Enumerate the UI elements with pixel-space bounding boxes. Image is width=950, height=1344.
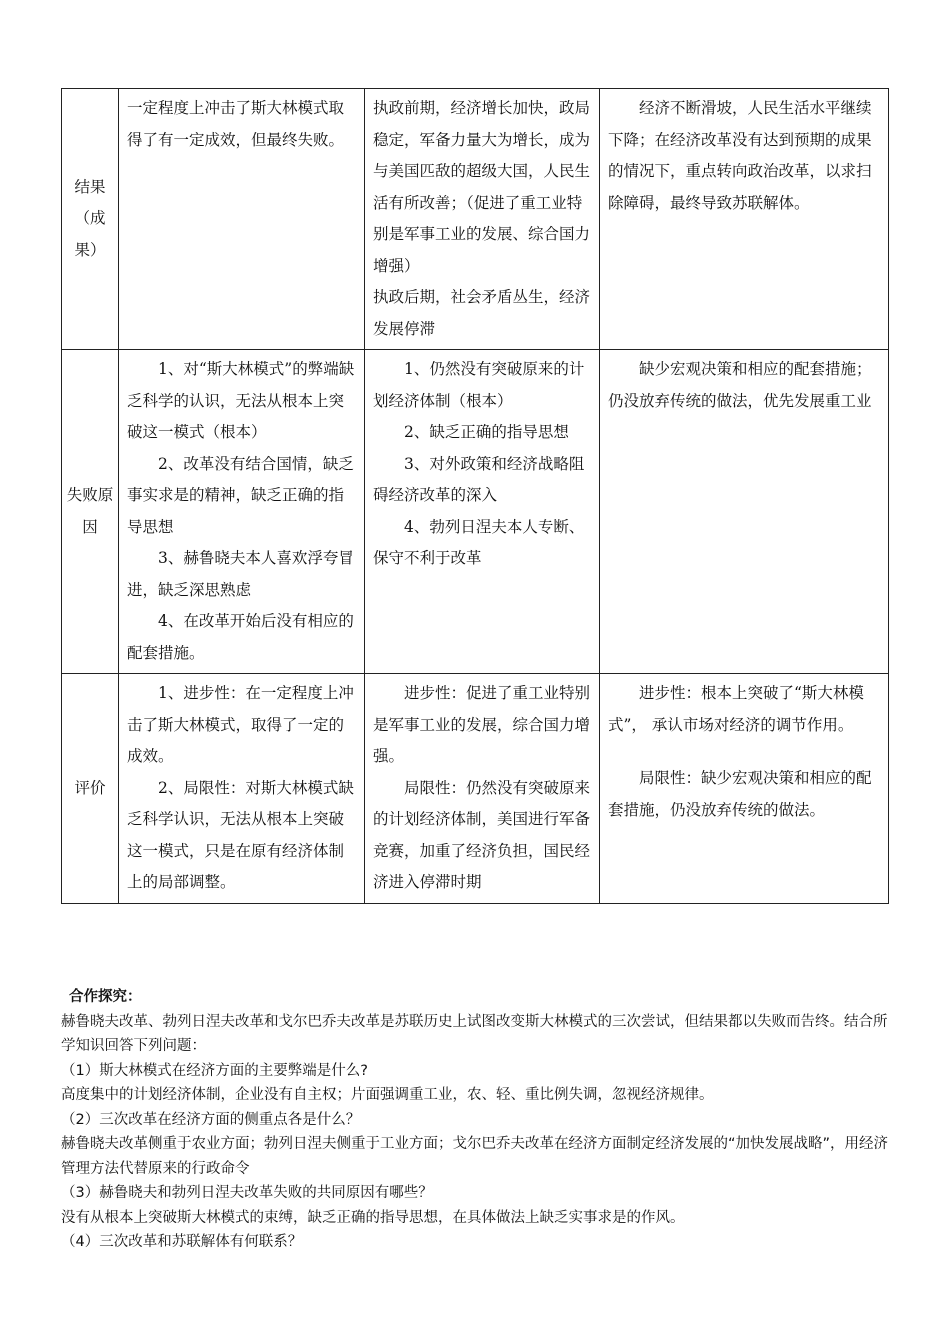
question-4: （4）三次改革和苏联解体有何联系？	[61, 1234, 303, 1250]
cooperative-inquiry-section	[61, 985, 891, 1255]
cell-gorbachev-results	[600, 89, 889, 350]
cell-khrushchev-evaluation	[119, 674, 365, 904]
cell-brezhnev-results	[365, 89, 600, 350]
cell-text: 执政前期，经济增长加快，政局稳定，军备力量大为增长，成为与美国匹敌的超级大国，人民生活有所改善；（促进了重工业特别是军事工业的发展、综合国力增强）	[373, 99, 591, 275]
cell-text: 2、缺乏正确的指导思想	[404, 423, 569, 441]
cell-text: 4、在改革开始后没有相应的配套措施。	[127, 612, 354, 662]
cell-text: 4、勃列日涅夫本人专断、保守不利于改革	[373, 517, 585, 567]
cell-gorbachev-reasons	[600, 350, 889, 674]
section-title: 合作探究：	[69, 989, 142, 1005]
spacer	[608, 741, 880, 763]
cell-text: 3、赫鲁晓夫本人喜欢浮夸冒进，缺乏深思熟虑	[127, 549, 354, 599]
row-label-evaluation: 评价	[62, 674, 119, 904]
table-row-evaluation	[62, 674, 889, 904]
answer-3: 没有从根本上突破斯大林模式的束缚，缺乏正确的指导思想，在具体做法上缺乏实事求是的作风。	[61, 1209, 685, 1226]
cell-khrushchev-results	[119, 89, 365, 350]
table-row-failure-reasons	[62, 350, 889, 674]
answer-2: 赫鲁晓夫改革侧重于农业方面；勃列日涅夫侧重于工业方面；戈尔巴乔夫改革在经济方面制定经济发展的“加快发展战略”，用经济管理方法代替原来的行政命令	[61, 1136, 889, 1177]
cell-text: 经济不断滑坡，人民生活水平继续下降；在经济改革没有达到预期的成果的情况下，重点转向政治改革，以求扫除障碍，最终导致苏联解体。	[608, 99, 872, 212]
cell-text: 1、仍然没有突破原来的计划经济体制（根本）	[373, 360, 585, 410]
question-1: （1）斯大林模式在经济方面的主要弊端是什么?	[61, 1062, 368, 1079]
answer-1: 高度集中的计划经济体制，企业没有自主权；片面强调重工业，农、轻、重比例失调，忽视经济规律。	[61, 1087, 714, 1103]
cell-text: 缺少宏观决策和相应的配套措施；仍没放弃传统的做法，优先发展重工业	[608, 360, 872, 410]
question-3: （3）赫鲁晓夫和勃列日涅夫改革失败的共同原因有哪些？	[61, 1185, 433, 1201]
table-row-results	[62, 89, 889, 350]
cell-text: 2、改革没有结合国情，缺乏事实求是的精神，缺乏正确的指导思想	[127, 454, 354, 536]
cell-text: 1、对“斯大林模式”的弊端缺乏科学的认识，无法从根本上突破这一模式（根本）	[127, 360, 355, 441]
cell-text: 进步性：促进了重工业特别是军事工业的发展，综合国力增强。	[373, 684, 591, 765]
cell-text: 1、进步性：在一定程度上冲击了斯大林模式，取得了一定的成效。	[127, 684, 354, 765]
cell-text: 局限性：缺少宏观决策和相应的配套措施，仍没放弃传统的做法。	[608, 769, 872, 819]
section-intro: 赫鲁晓夫改革、勃列日涅夫改革和戈尔巴乔夫改革是苏联历史上试图改变斯大林模式的三次尝试，但结果都以失败而告终。结合所学知识回答下列问题：	[61, 1013, 888, 1054]
cell-text: 局限性：仍然没有突破原来的计划经济体制，美国进行军备竞赛，加重了经济负担，国民经济进入停滞时期	[373, 778, 591, 891]
question-2: （2）三次改革在经济方面的侧重点各是什么？	[61, 1111, 361, 1128]
row-label-failure-reasons: 失败原因	[62, 350, 119, 674]
cell-brezhnev-evaluation	[365, 674, 600, 904]
cell-text: 进步性：根本上突破了“斯大林模式”， 承认市场对经济的调节作用。	[608, 684, 864, 734]
row-label-results: 结果（成果）	[62, 89, 119, 350]
cell-khrushchev-reasons	[119, 350, 365, 674]
cell-text: 执政后期，社会矛盾丛生，经济发展停滞	[373, 288, 591, 338]
cell-text: 3、对外政策和经济战略阻碍经济改革的深入	[373, 454, 585, 504]
cell-text: 一定程度上冲击了斯大林模式取得了有一定成效，但最终失败。	[127, 99, 345, 149]
comparison-table	[61, 88, 889, 904]
cell-brezhnev-reasons	[365, 350, 600, 674]
cell-gorbachev-evaluation	[600, 674, 889, 904]
cell-text: 2、局限性：对斯大林模式缺乏科学认识，无法从根本上突破这一模式，只是在原有经济体制上的局部调整。	[127, 778, 354, 891]
